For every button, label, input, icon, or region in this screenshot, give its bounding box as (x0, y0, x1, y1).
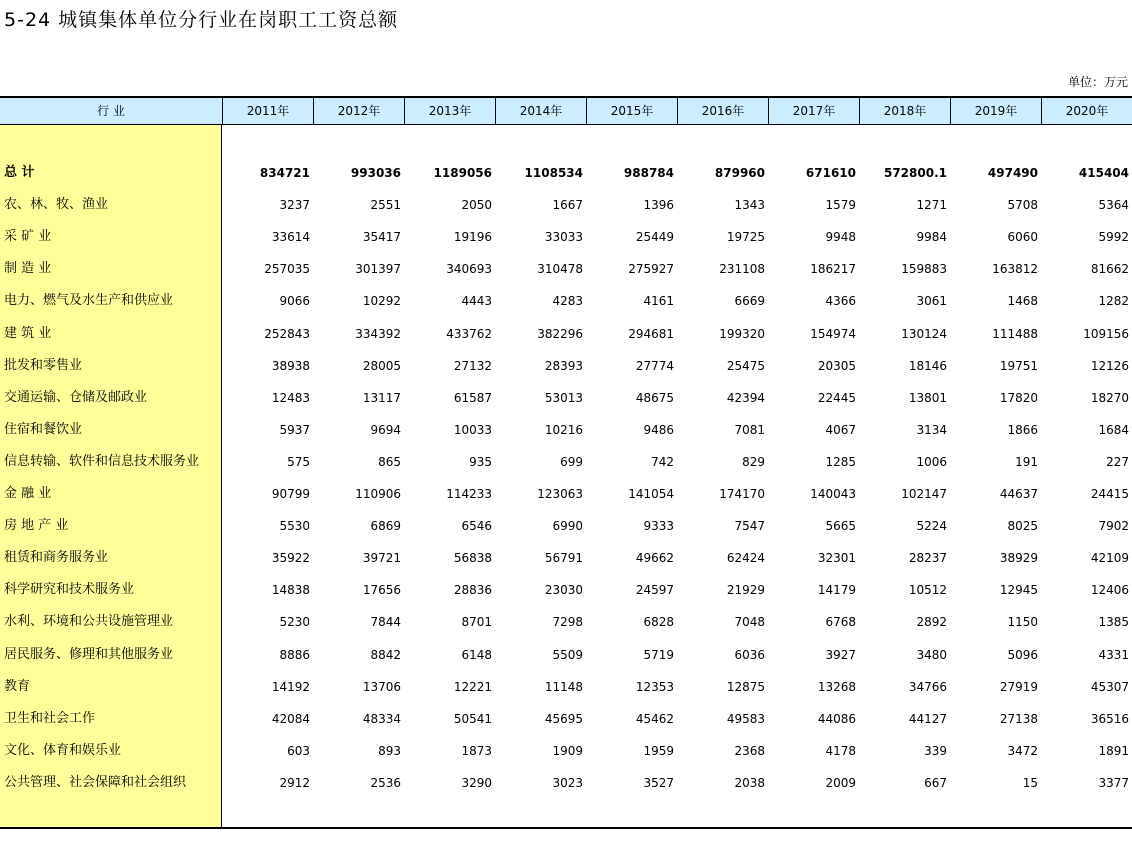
cell-value: 25449 (635, 230, 674, 245)
cell-value: 1579 (825, 198, 856, 213)
cell-value: 44637 (999, 487, 1038, 501)
cell-value: 191 (1015, 454, 1038, 469)
cell-value: 25475 (726, 358, 765, 373)
cell-value: 10512 (908, 583, 947, 598)
cell-value: 865 (378, 454, 401, 469)
cell-value: 9066 (279, 294, 310, 309)
cell-value: 2050 (461, 198, 492, 213)
cell-value: 9486 (643, 422, 674, 437)
cell-value: 12353 (635, 679, 674, 694)
table-row (0, 510, 1132, 542)
cell-value: 15 (1022, 775, 1038, 790)
row-label: 文化、体育和娱乐业 (4, 742, 122, 758)
cell-value: 32301 (817, 551, 856, 566)
cell-value: 1396 (643, 198, 674, 213)
header-year-2014: 2014年 (495, 98, 586, 125)
cell-value: 19196 (453, 230, 492, 245)
cell-value: 1873 (461, 743, 492, 758)
cell-value: 12221 (453, 679, 492, 694)
cell-value: 1108534 (524, 166, 583, 180)
cell-value: 12483 (271, 390, 310, 405)
cell-value: 6036 (734, 647, 765, 662)
cell-value: 5665 (825, 519, 856, 534)
cell-value: 294681 (628, 326, 674, 341)
cell-value: 19725 (726, 230, 765, 245)
cell-value: 9948 (825, 230, 856, 245)
cell-value: 28836 (453, 583, 492, 598)
table-row (0, 542, 1132, 574)
cell-value: 572800.1 (883, 166, 947, 180)
header-year-2012: 2012年 (313, 98, 404, 125)
cell-value: 339 (924, 743, 947, 758)
cell-value: 33614 (271, 230, 310, 245)
cell-value: 45462 (635, 711, 674, 726)
table-row (0, 157, 1132, 189)
cell-value: 19751 (999, 358, 1038, 373)
cell-value: 49583 (726, 711, 765, 726)
cell-value: 6060 (1007, 230, 1038, 245)
header-year-2017: 2017年 (768, 98, 859, 125)
cell-value: 34766 (908, 679, 947, 694)
cell-value: 2009 (825, 775, 856, 790)
cell-value: 42084 (271, 711, 310, 726)
row-label: 水利、环境和公共设施管理业 (4, 614, 174, 630)
cell-value: 49662 (635, 551, 674, 566)
cell-value: 12406 (1090, 583, 1129, 598)
cell-value: 61587 (453, 390, 492, 405)
cell-value: 227 (1106, 454, 1129, 469)
header-year-2013: 2013年 (404, 98, 495, 125)
cell-value: 27138 (999, 711, 1038, 726)
header-year-2020: 2020年 (1041, 98, 1132, 125)
cell-value: 4067 (825, 422, 856, 437)
cell-value: 36516 (1090, 711, 1129, 726)
cell-value: 3480 (916, 647, 947, 662)
table-row (0, 574, 1132, 606)
cell-value: 1667 (552, 198, 583, 213)
cell-value: 8025 (1007, 519, 1038, 534)
cell-value: 231108 (719, 262, 765, 277)
cell-value: 3927 (825, 647, 856, 662)
cell-value: 17820 (999, 390, 1038, 405)
cell-value: 14838 (271, 583, 310, 598)
cell-value: 993036 (350, 166, 401, 180)
cell-value: 2038 (734, 775, 765, 790)
table-row (0, 253, 1132, 285)
cell-value: 382296 (537, 326, 583, 341)
table-row (0, 350, 1132, 382)
cell-value: 38929 (999, 551, 1038, 566)
cell-value: 18146 (908, 358, 947, 373)
cell-value: 35922 (271, 551, 310, 566)
table-row (0, 285, 1132, 317)
table-bottom-rule (0, 827, 1132, 829)
cell-value: 21929 (726, 583, 765, 598)
row-label: 租赁和商务服务业 (4, 550, 109, 566)
cell-value: 7902 (1098, 519, 1129, 534)
row-label: 房 地 产 业 (4, 518, 69, 534)
cell-value: 5708 (1007, 198, 1038, 213)
table-row (0, 767, 1132, 799)
cell-value: 5224 (916, 519, 947, 534)
cell-value: 4331 (1098, 647, 1129, 662)
cell-value: 3377 (1098, 775, 1129, 790)
header-year-2018: 2018年 (859, 98, 950, 125)
cell-value: 1684 (1098, 422, 1129, 437)
cell-value: 11148 (544, 679, 583, 694)
cell-value: 1385 (1098, 615, 1129, 630)
unit-label: 单位：万元 (1067, 75, 1128, 89)
row-label: 建 筑 业 (4, 325, 52, 341)
cell-value: 53013 (544, 390, 583, 405)
row-label: 教育 (4, 678, 31, 694)
row-label: 居民服务、修理和其他服务业 (4, 646, 174, 662)
cell-value: 5096 (1007, 647, 1038, 662)
cell-value: 3290 (461, 775, 492, 790)
cell-value: 102147 (901, 487, 947, 501)
cell-value: 4178 (825, 743, 856, 758)
cell-value: 4366 (825, 294, 856, 309)
cell-value: 5719 (643, 647, 674, 662)
cell-value: 6990 (552, 519, 583, 534)
cell-value: 334392 (355, 326, 401, 341)
cell-value: 7081 (734, 422, 765, 437)
cell-value: 56838 (453, 551, 492, 566)
row-label: 交通运输、仓储及邮政业 (4, 389, 148, 405)
cell-value: 5937 (279, 422, 310, 437)
cell-value: 1468 (1007, 294, 1038, 309)
cell-value: 252843 (264, 326, 310, 341)
cell-value: 3134 (916, 422, 947, 437)
cell-value: 671610 (805, 166, 856, 180)
cell-value: 935 (469, 454, 492, 469)
cell-value: 3061 (916, 294, 947, 309)
cell-value: 603 (287, 743, 310, 758)
page-title: 5-24 城镇集体单位分行业在岗职工工资总额 (4, 9, 399, 31)
cell-value: 27774 (635, 358, 674, 373)
table-row (0, 414, 1132, 446)
cell-value: 22445 (817, 390, 856, 405)
cell-value: 9694 (370, 422, 401, 437)
cell-value: 5364 (1098, 198, 1129, 213)
cell-value: 114233 (446, 487, 492, 501)
table-row (0, 735, 1132, 767)
cell-value: 6869 (370, 519, 401, 534)
cell-value: 42109 (1090, 551, 1129, 566)
cell-value: 879960 (714, 166, 765, 180)
cell-value: 159883 (901, 262, 947, 277)
cell-value: 2892 (916, 615, 947, 630)
cell-value: 35417 (362, 230, 401, 245)
cell-value: 28237 (908, 551, 947, 566)
cell-value: 199320 (719, 326, 765, 341)
cell-value: 893 (378, 743, 401, 758)
row-label: 制 造 业 (4, 261, 52, 277)
cell-value: 48334 (362, 711, 401, 726)
table-row (0, 446, 1132, 478)
cell-value: 10216 (544, 422, 583, 437)
cell-value: 1909 (552, 743, 583, 758)
cell-value: 174170 (719, 487, 765, 501)
row-label: 科学研究和技术服务业 (4, 582, 135, 598)
cell-value: 28393 (544, 358, 583, 373)
cell-value: 2551 (370, 198, 401, 213)
header-year-2015: 2015年 (586, 98, 677, 125)
cell-value: 988784 (623, 166, 674, 180)
cell-value: 14179 (817, 583, 856, 598)
cell-value: 3472 (1007, 743, 1038, 758)
cell-value: 1282 (1098, 294, 1129, 309)
cell-value: 62424 (726, 551, 765, 566)
table-row (0, 703, 1132, 735)
cell-value: 123063 (537, 487, 583, 501)
cell-value: 8842 (370, 647, 401, 662)
cell-value: 44086 (817, 711, 856, 726)
cell-value: 5992 (1098, 230, 1129, 245)
cell-value: 497490 (987, 166, 1038, 180)
cell-value: 8701 (461, 615, 492, 630)
cell-value: 17656 (362, 583, 401, 598)
row-label: 卫生和社会工作 (4, 710, 96, 726)
cell-value: 2912 (279, 775, 310, 790)
cell-value: 829 (742, 454, 765, 469)
cell-value: 3023 (552, 775, 583, 790)
cell-value: 13117 (362, 390, 401, 405)
cell-value: 9984 (916, 230, 947, 245)
row-label: 住宿和餐饮业 (4, 421, 83, 437)
row-label: 总 计 (4, 165, 35, 180)
cell-value: 163812 (992, 262, 1038, 277)
table-header (0, 96, 1132, 125)
table-row (0, 639, 1132, 671)
cell-value: 2536 (370, 775, 401, 790)
row-label: 公共管理、社会保障和社会组织 (4, 774, 187, 790)
table-row (0, 221, 1132, 253)
cell-value: 834721 (259, 166, 310, 180)
cell-value: 415404 (1078, 166, 1129, 180)
cell-value: 23030 (544, 583, 583, 598)
cell-value: 1271 (916, 198, 947, 213)
cell-value: 257035 (264, 262, 310, 277)
table-row (0, 318, 1132, 350)
row-label: 农、林、牧、渔业 (4, 197, 109, 213)
cell-value: 5509 (552, 647, 583, 662)
cell-value: 12126 (1090, 358, 1129, 373)
cell-value: 3527 (643, 775, 674, 790)
cell-value: 24597 (635, 583, 674, 598)
cell-value: 130124 (901, 326, 947, 341)
cell-value: 18270 (1090, 390, 1129, 405)
cell-value: 81662 (1090, 262, 1129, 277)
table-row (0, 671, 1132, 703)
cell-value: 1959 (643, 743, 674, 758)
cell-value: 33033 (544, 230, 583, 245)
cell-value: 1189056 (433, 166, 492, 180)
cell-value: 6148 (461, 647, 492, 662)
cell-value: 56791 (544, 551, 583, 566)
cell-value: 340693 (446, 262, 492, 277)
cell-value: 1891 (1098, 743, 1129, 758)
cell-value: 13268 (817, 679, 856, 694)
cell-value: 14192 (271, 679, 310, 694)
cell-value: 109156 (1083, 326, 1129, 341)
cell-value: 10292 (362, 294, 401, 309)
cell-value: 9333 (643, 519, 674, 534)
cell-value: 45307 (1090, 679, 1129, 694)
cell-value: 1866 (1007, 422, 1038, 437)
cell-value: 39721 (362, 551, 401, 566)
cell-value: 28005 (362, 358, 401, 373)
cell-value: 50541 (453, 711, 492, 726)
row-label: 电力、燃气及水生产和供应业 (4, 293, 174, 309)
cell-value: 667 (924, 775, 947, 790)
cell-value: 24415 (1090, 487, 1129, 501)
cell-value: 1285 (825, 454, 856, 469)
cell-value: 5530 (279, 519, 310, 534)
cell-value: 186217 (810, 262, 856, 277)
cell-value: 7048 (734, 615, 765, 630)
cell-value: 110906 (355, 487, 401, 501)
cell-value: 154974 (810, 326, 856, 341)
cell-value: 3237 (279, 198, 310, 213)
header-year-2019: 2019年 (950, 98, 1041, 125)
cell-value: 742 (651, 454, 674, 469)
cell-value: 48675 (635, 390, 674, 405)
cell-value: 310478 (537, 262, 583, 277)
cell-value: 4283 (552, 294, 583, 309)
cell-value: 90799 (271, 487, 310, 501)
cell-value: 12945 (999, 583, 1038, 598)
table-row (0, 606, 1132, 638)
cell-value: 10033 (453, 422, 492, 437)
table-row (0, 189, 1132, 221)
row-label: 金 融 业 (4, 486, 52, 501)
cell-value: 1150 (1007, 615, 1038, 630)
cell-value: 6768 (825, 615, 856, 630)
cell-value: 699 (560, 454, 583, 469)
header-year-2016: 2016年 (677, 98, 768, 125)
row-label: 批发和零售业 (4, 357, 83, 373)
cell-value: 4443 (461, 294, 492, 309)
cell-value: 27919 (999, 679, 1038, 694)
cell-value: 433762 (446, 326, 492, 341)
cell-value: 575 (287, 454, 310, 469)
cell-value: 6669 (734, 294, 765, 309)
cell-value: 13801 (908, 390, 947, 405)
cell-value: 7298 (552, 615, 583, 630)
cell-value: 301397 (355, 262, 401, 277)
cell-value: 12875 (726, 679, 765, 694)
cell-value: 44127 (908, 711, 947, 726)
cell-value: 4161 (643, 294, 674, 309)
cell-value: 1006 (916, 454, 947, 469)
cell-value: 5230 (279, 615, 310, 630)
cell-value: 1343 (734, 198, 765, 213)
cell-value: 7844 (370, 615, 401, 630)
header-industry: 行 业 (97, 104, 125, 118)
table-row (0, 382, 1132, 414)
cell-value: 6546 (461, 519, 492, 534)
cell-value: 20305 (817, 358, 856, 373)
cell-value: 45695 (544, 711, 583, 726)
cell-value: 6828 (643, 615, 674, 630)
cell-value: 140043 (810, 487, 856, 501)
cell-value: 275927 (628, 262, 674, 277)
cell-value: 8886 (279, 647, 310, 662)
cell-value: 2368 (734, 743, 765, 758)
cell-value: 38938 (271, 358, 310, 373)
cell-value: 13706 (362, 679, 401, 694)
cell-value: 42394 (726, 390, 765, 405)
cell-value: 27132 (453, 358, 492, 373)
cell-value: 111488 (992, 326, 1038, 341)
header-year-2011: 2011年 (222, 98, 313, 125)
cell-value: 7547 (734, 519, 765, 534)
row-label: 信息转输、软件和信息技术服务业 (4, 453, 200, 469)
row-label: 采 矿 业 (4, 229, 52, 245)
table-row (0, 478, 1132, 510)
cell-value: 141054 (628, 487, 674, 501)
